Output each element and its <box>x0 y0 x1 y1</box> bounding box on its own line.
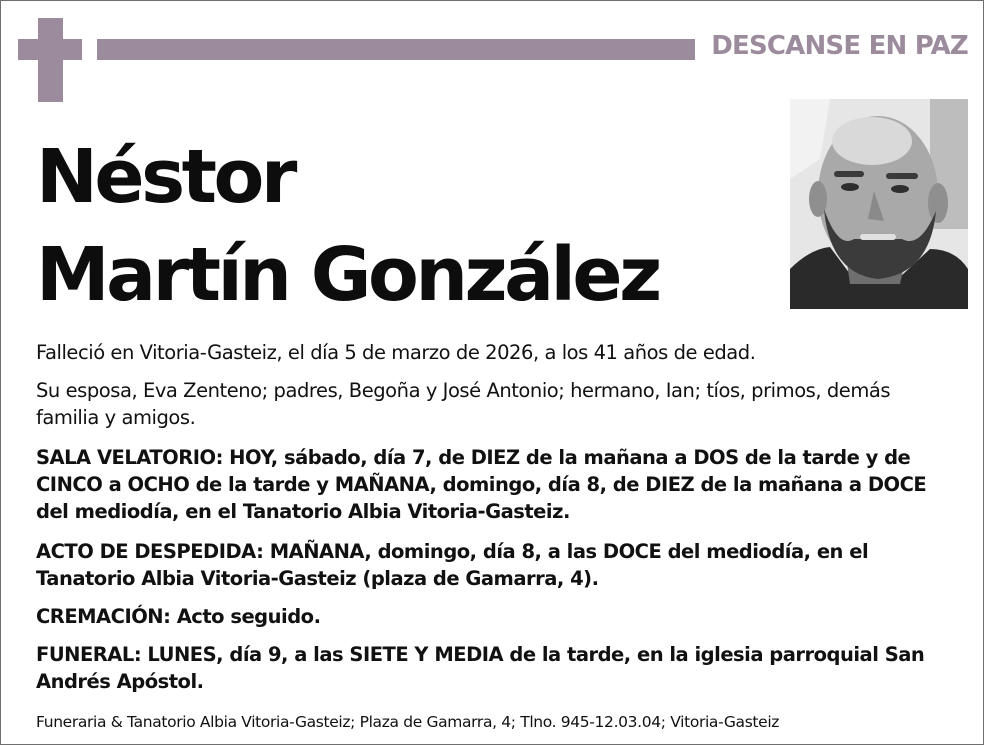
deceased-first-name: Néstor <box>36 134 294 220</box>
portrait-photo <box>790 99 968 309</box>
portrait-icon <box>790 99 968 309</box>
family-paragraph: Su esposa, Eva Zenteno; padres, Begoña y José Antonio; hermano, Ian; tíos, primos, demás familia y amigos. <box>36 379 891 429</box>
funeral-home-footer: Funeraria & Tanatorio Albia Vitoria-Gasteiz; Plaza de Gamarra, 4; Tlno. 945-12.03.04; Vitoria-Gasteiz <box>36 713 780 731</box>
deceased-name <box>36 128 659 324</box>
cross-icon-vertical <box>38 18 63 102</box>
rest-in-peace-label: DESCANSE EN PAZ <box>711 31 968 61</box>
deceased-surnames: Martín González <box>36 232 659 318</box>
funeral-paragraph: FUNERAL: LUNES, día 9, a las SIETE Y MEDIA de la tarde, en la iglesia parroquial San Andrés Apóstol. <box>36 643 925 693</box>
wake-paragraph: SALA VELATORIO: HOY, sábado, día 7, de DIEZ de la mañana a DOS de la tarde y de CINCO a OCHO de la tarde y MAÑANA, domingo, día 8, de DIEZ de la mañana a DOCE del mediodía, en el Tanatorio Albia Vitoria-Gasteiz. <box>36 446 927 523</box>
death-paragraph: Falleció en Vitoria-Gasteiz, el día 5 de marzo de 2026, a los 41 años de edad. <box>36 341 756 364</box>
cremation-paragraph: CREMACIÓN: Acto seguido. <box>36 605 321 628</box>
header-rule <box>97 39 695 60</box>
farewell-paragraph: ACTO DE DESPEDIDA: MAÑANA, domingo, día 8, a las DOCE del mediodía, en el Tanatorio Albia Vitoria-Gasteiz (plaza de Gamarra, 4). <box>36 540 869 590</box>
cross-icon-horizontal <box>18 39 82 60</box>
